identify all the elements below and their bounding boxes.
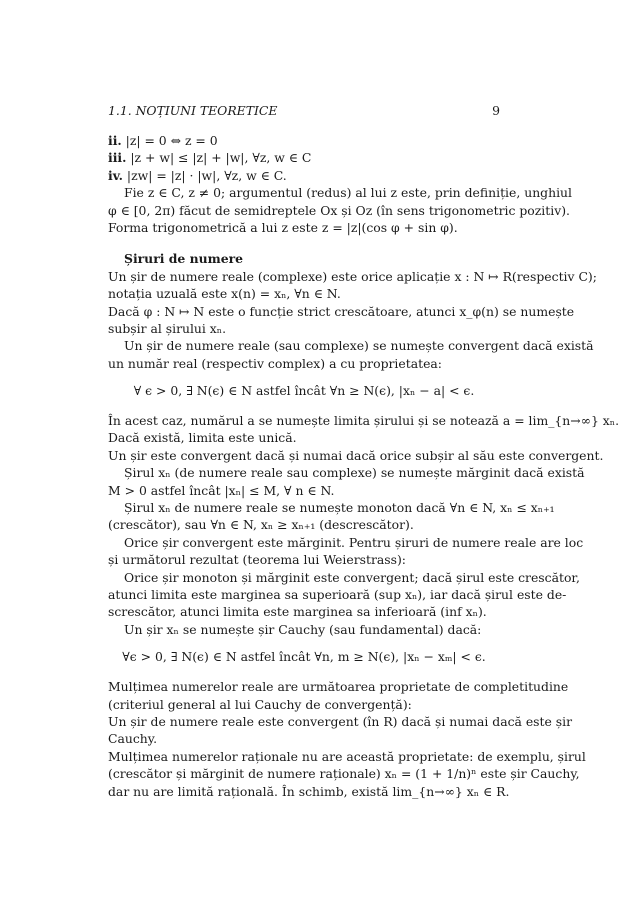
text-line: Orice șir convergent este mărginit. Pentru șiruri de numere reale are loc [124,534,584,550]
item-text: |z + w| ≤ |z| + |w|, ∀z, w ∈ C [126,150,312,166]
text-line: un număr real (respectiv complex) a cu proprietatea: [108,355,442,371]
text-line: notația uzuală este x(n) = xₙ, ∀n ∈ N. [108,286,341,302]
text-line: M > 0 astfel încât |xₙ| ≤ M, ∀ n ∈ N. [108,482,335,498]
text-line: Dacă există, limita este unică. [108,430,297,446]
text-line: dar nu are limită rațională. În schimb, există lim_{n→∞} xₙ ∈ R. [108,783,510,799]
page-body [108,132,620,800]
display-equation-cauchy: ∀ϵ > 0, ∃ N(ϵ) ∈ N astfel încât ∀n, m ≥ N(ϵ), |xₙ − xₘ| < ϵ. [122,649,486,665]
item-label: iii. [108,150,127,166]
text-line: subșir al șirului xₙ. [108,320,227,336]
item-label: ii. [108,133,122,148]
running-header [108,103,500,121]
text-line: Dacă φ : N ↦ N este o funcție strict crescătoare, atunci x_φ(n) se numește [108,303,575,319]
page-number: 9 [492,103,500,118]
item-text: |z| = 0 ⇔ z = 0 [121,133,218,148]
text-line: Orice șir monoton și mărginit este convergent; dacă șirul este crescător, [124,569,580,585]
property-item-iv [108,167,500,184]
text-line: atunci limita este marginea sa superioară (sup xₙ), iar dacă șirul este de- [108,586,567,602]
text-line: (criteriul general al lui Cauchy de convergență): [108,696,412,712]
text-line: În acest caz, numărul a se numește limita șirului și se notează a = lim_{n→∞} xₙ. [108,413,620,429]
text-line: (crescător), sau ∀n ∈ N, xₙ ≥ xₙ₊₁ (descrescător). [108,517,414,533]
text-line: Fie z ∈ C, z ≠ 0; argumentul (redus) al lui z este, prin definiție, unghiul [124,185,573,201]
text-line: Mulțimea numerelor raționale nu are această proprietate: de exemplu, șirul [108,748,586,764]
text-line: Șirul xₙ (de numere reale sau complexe) se numește mărginit dacă există [124,465,585,481]
property-item-ii [108,132,500,149]
text-line: Un șir xₙ se numește șir Cauchy (sau fundamental) dacă: [124,621,482,637]
text-line: Forma trigonometrică a lui z este z = |z|(cos φ + sin φ). [108,219,458,235]
text-line: Șirul xₙ de numere reale se numește monoton dacă ∀n ∈ N, xₙ ≤ xₙ₊₁ [124,500,555,516]
text-line: φ ∈ [0, 2π) făcut de semidreptele Ox și Oz (în sens trigonometric pozitiv). [108,202,570,218]
item-text: |zw| = |z| · |w|, ∀z, w ∈ C. [122,167,287,183]
text-line: și următorul rezultat (teorema lui Weierstrass): [108,552,406,568]
header-section-title: 1.1. NOȚIUNI TEORETICE [108,103,278,118]
text-line: Cauchy. [108,731,158,747]
text-line: (crescător și mărginit de numere raționale) xₙ = (1 + 1/n)ⁿ este șir Cauchy, [108,766,580,782]
item-label: iv. [108,167,123,183]
text-line: Un șir de numere reale este convergent (în R) dacă și numai dacă este șir [108,713,573,729]
section-heading: Șiruri de numere [124,251,244,267]
property-item-iii [108,149,500,166]
text-line: Un șir este convergent dacă și numai dacă orice subșir al său este convergent. [108,447,604,463]
display-equation-convergence: ∀ ϵ > 0, ∃ N(ϵ) ∈ N astfel încât ∀n ≥ N(ϵ), |xₙ − a| < ϵ. [133,383,475,399]
text-line: Mulțimea numerelor reale are următoarea proprietate de completitudine [108,679,569,695]
text-line: Un șir de numere reale (complexe) este orice aplicație x : N ↦ R(respectiv C); [108,268,597,284]
text-line: screscător, atunci limita este marginea sa inferioară (inf xₙ). [108,604,487,620]
text-line: Un șir de numere reale (sau complexe) se numește convergent dacă există [124,338,594,354]
